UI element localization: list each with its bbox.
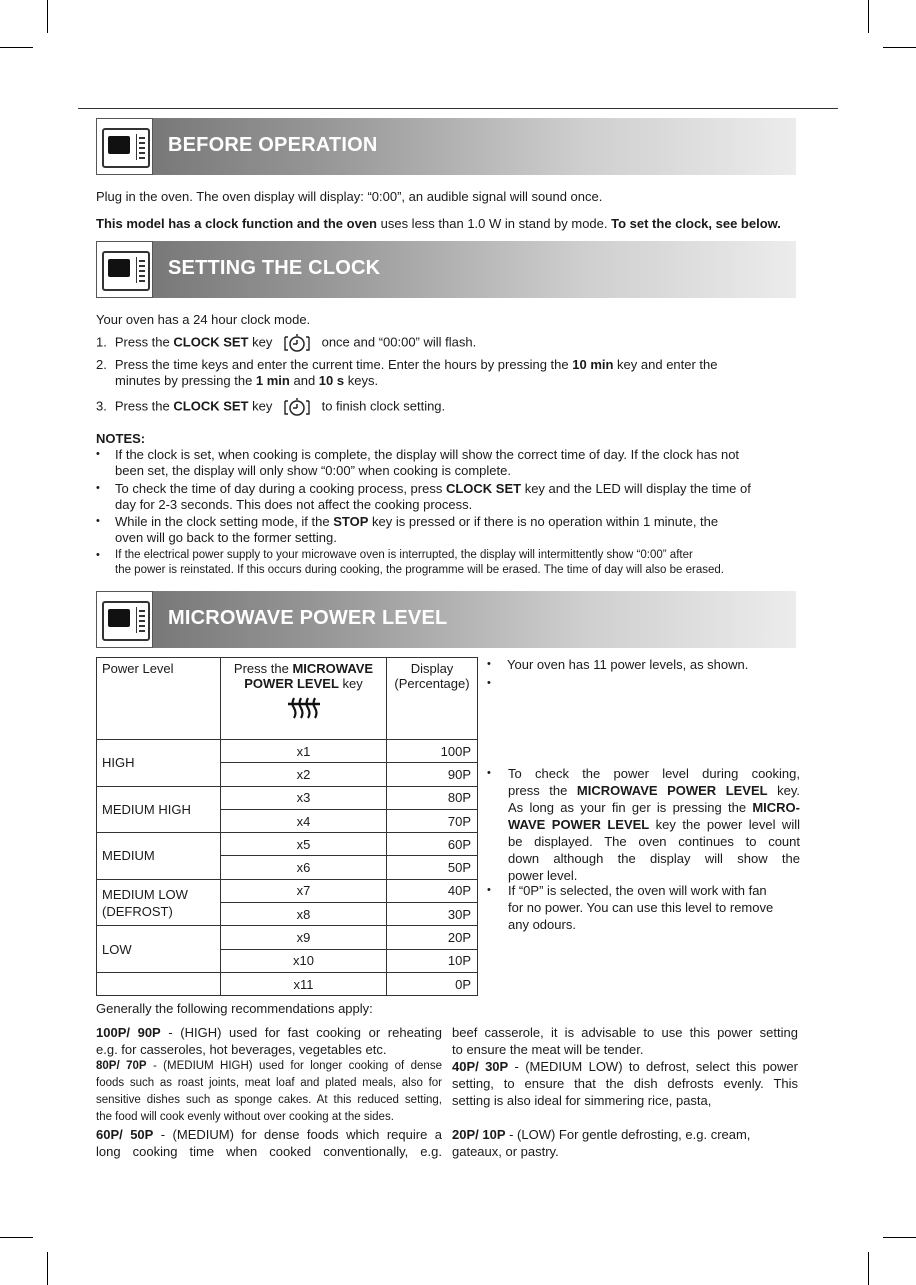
recommend-intro: Generally the following recommendations apply: <box>96 1001 373 1016</box>
table-header-power-level: Power Level <box>97 658 221 740</box>
table-row <box>97 786 478 809</box>
level-cell: MEDIUM HIGH <box>97 786 221 833</box>
level-cell: MEDIUM <box>97 833 221 880</box>
table-row <box>97 926 478 949</box>
display-cell: 80P <box>387 786 478 809</box>
press-cell: x1 <box>221 740 387 763</box>
note-2: To check the time of day during a cooking process, press CLOCK SET key and the LED will display the time of day for 2-3 seconds. This does not affect the cooking process. <box>115 481 751 512</box>
microwave-icon <box>96 118 153 175</box>
microwave-icon <box>96 241 153 298</box>
table-header-display: Display (Percentage) <box>387 658 478 740</box>
notes-heading: NOTES: <box>96 431 146 446</box>
table-header-press: Press the MICROWAVE POWER LEVEL key <box>221 658 387 740</box>
clock-icon <box>282 333 312 353</box>
press-cell: x10 <box>221 949 387 972</box>
press-cell: x6 <box>221 856 387 879</box>
press-cell: x9 <box>221 926 387 949</box>
bullet: • <box>487 658 491 670</box>
display-cell: 60P <box>387 833 478 856</box>
power-level-table <box>96 657 478 996</box>
crop-mark <box>868 0 869 33</box>
side-bullet-1: Your oven has 11 power levels, as shown. <box>507 657 749 672</box>
table-row <box>97 972 478 995</box>
before-line-1: Plug in the oven. The oven display will display: “0:00”, an audible signal will sound once. <box>96 189 603 204</box>
before-line-2: This model has a clock function and the oven uses less than 1.0 W in stand by mode. To set the clock, see below. <box>96 216 781 231</box>
crop-mark <box>883 47 916 48</box>
level-cell: MEDIUM LOW (DEFROST) <box>97 879 221 926</box>
press-cell: x2 <box>221 763 387 786</box>
crop-mark <box>868 1252 869 1285</box>
level-cell <box>97 972 221 995</box>
table-row <box>97 879 478 902</box>
clock-icon <box>282 397 312 417</box>
bullet: • <box>96 515 100 527</box>
press-cell: x5 <box>221 833 387 856</box>
level-cell: LOW <box>97 926 221 973</box>
clock-step-2: 2. Press the time keys and enter the current time. Enter the hours by pressing the 10 min key and enter the minutes by pressing the 1 min and 10 s keys. <box>96 357 718 388</box>
display-cell: 10P <box>387 949 478 972</box>
bullet: • <box>487 677 491 689</box>
note-3: While in the clock setting mode, if the STOP key is pressed or if there is no operation within 1 minute, the oven will go back to the former setting. <box>115 514 719 545</box>
crop-mark <box>47 0 48 33</box>
level-cell: HIGH <box>97 740 221 787</box>
section-title: MICROWAVE POWER LEVEL <box>168 607 448 629</box>
header-rule <box>78 108 838 109</box>
display-cell: 70P <box>387 809 478 832</box>
recommend-left-column: 100P/ 90P - (HIGH) used for fast cooking or reheating e.g. for casseroles, hot beverages, vegetables etc. 80P/ 70P - (MEDIUM HIGH) used for longer cooking of dense foods such as roast joints, meat loaf and plated meals, also for sensitive dishes such as sponge cakes. At this reduced setting, the food will cook evenly without over cooking at the sides. 60P/ 50P - (MEDIUM) for dense foods which require a long cooking time when cooked conventionally, e.g. <box>96 1025 442 1159</box>
crop-mark <box>0 1237 33 1238</box>
press-cell: x4 <box>221 809 387 832</box>
clock-step-3: 3. Press the CLOCK SET key to finish clock setting. <box>96 397 445 417</box>
crop-mark <box>0 47 33 48</box>
crop-mark <box>883 1237 916 1238</box>
table-row <box>97 833 478 856</box>
recommend-right-column: beef casserole, it is advisable to use this power setting to ensure the meat will be tender. 40P/ 30P - (MEDIUM LOW) to defrost, select this power setting, to ensure that the dish defrosts evenly. This setting is also ideal for simmering rice, pasta, 20P/ 10P - (LOW) For gentle defrosting, e.g. cream, gateaux, or pastry. <box>452 1025 798 1159</box>
microwave-icon <box>96 591 153 648</box>
note-1: If the clock is set, when cooking is complete, the display will show the correct time of day. If the clock has not been set, the display will only show “0:00” when cooking is complete. <box>115 447 740 478</box>
press-cell: x7 <box>221 879 387 902</box>
section-banner-setting-clock <box>96 241 796 298</box>
bullet: • <box>96 482 100 494</box>
table-row <box>97 740 478 763</box>
display-cell: 20P <box>387 926 478 949</box>
display-cell: 90P <box>387 763 478 786</box>
section-title: SETTING THE CLOCK <box>168 257 381 279</box>
display-cell: 100P <box>387 740 478 763</box>
bullet: • <box>96 448 100 460</box>
note-4: If the electrical power supply to your microwave oven is interrupted, the display will intermittently show “0:00” after the power is reinstated. If this occurs during cooking, the programme will be erased. The time of day will also be erased. <box>115 549 724 576</box>
clock-intro: Your oven has a 24 hour clock mode. <box>96 312 311 327</box>
display-cell: 30P <box>387 903 478 926</box>
display-cell: 0P <box>387 972 478 995</box>
press-cell: x3 <box>221 786 387 809</box>
section-title: BEFORE OPERATION <box>168 134 378 156</box>
clock-step-1: 1. Press the CLOCK SET key once and “00:00” will flash. <box>96 333 476 353</box>
display-cell: 50P <box>387 856 478 879</box>
press-cell: x11 <box>221 972 387 995</box>
press-cell: x8 <box>221 903 387 926</box>
section-banner-power-level <box>96 591 796 648</box>
display-cell: 40P <box>387 879 478 902</box>
bullet: • <box>487 884 491 896</box>
bullet: • <box>96 549 100 561</box>
section-banner-before-operation <box>96 118 796 175</box>
side-bullet-3: To check the power level during cooking, press the MICROWAVE POWER LEVEL key. As long as your fin ger is pressing the MICRO- WAVE POWER LEVEL key the power level will be displayed. The oven continues to count down although the display will show the power level. <box>508 766 800 883</box>
bullet: • <box>487 767 491 779</box>
side-bullet-4: If “0P” is selected, the oven will work with fan for no power. You can use this level to remove any odours. <box>508 883 774 932</box>
power-level-icon <box>284 695 324 721</box>
crop-mark <box>47 1252 48 1285</box>
